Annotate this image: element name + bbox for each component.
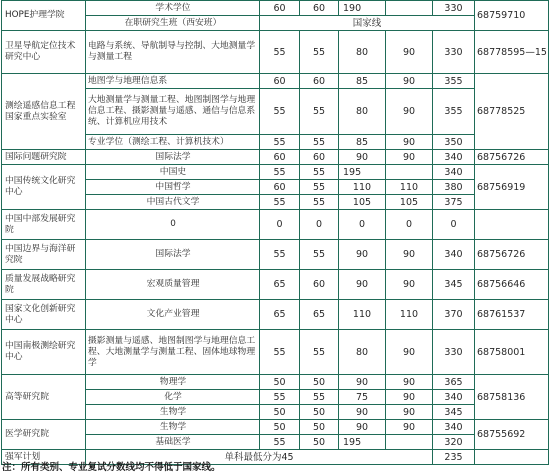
table-cell: 55	[260, 135, 300, 150]
table-cell: 65	[300, 300, 339, 330]
table-row	[2, 150, 549, 165]
table-cell	[475, 450, 549, 465]
table-cell: 330	[433, 31, 475, 74]
table-cell: 0	[300, 210, 339, 240]
score-table	[1, 0, 549, 465]
table-cell: 中国边界与海洋研究院	[2, 240, 86, 270]
table-cell: 90	[339, 375, 386, 390]
table-cell: 中国中部发展研究院	[2, 210, 86, 240]
table-cell: 国际法学	[86, 150, 260, 165]
table-cell: 60	[300, 270, 339, 300]
table-cell: 地图学与地理信息系	[86, 74, 260, 89]
table-cell: 235	[433, 450, 475, 465]
table-cell: 340	[433, 420, 475, 435]
table-cell: 中国哲学	[86, 180, 260, 195]
table-cell: 90	[386, 420, 433, 435]
table-cell: 320	[433, 435, 475, 450]
table-cell: 强军计划	[2, 450, 86, 465]
table-cell: 105	[339, 195, 386, 210]
table-cell: 50	[260, 420, 300, 435]
table-cell: 50	[260, 375, 300, 390]
table-cell: 0	[339, 210, 386, 240]
table-cell: 90	[386, 375, 433, 390]
table-cell: 55	[300, 135, 339, 150]
table-cell: 365	[433, 375, 475, 390]
table-cell: 国家线	[260, 16, 475, 31]
table-cell: 质量发展战略研究院	[2, 270, 86, 300]
table-cell: 55	[260, 240, 300, 270]
table-cell: 60	[300, 150, 339, 165]
table-row	[2, 375, 549, 390]
table-cell: 55	[300, 180, 339, 195]
table-cell: 68778525	[475, 74, 549, 150]
table-cell: 55	[300, 165, 339, 180]
table-cell: 105	[386, 195, 433, 210]
table-cell: 350	[433, 135, 475, 150]
table-cell: 55	[260, 165, 300, 180]
table-cell: 355	[433, 74, 475, 89]
table-cell: 90	[386, 74, 433, 89]
table-cell: 宏观质量管理	[86, 270, 260, 300]
table-row	[2, 300, 549, 330]
table-cell: 50	[300, 405, 339, 420]
table-cell: 生物学	[86, 405, 260, 420]
table-cell: 75	[339, 390, 386, 405]
table-cell: 0	[260, 210, 300, 240]
table-row	[2, 210, 549, 240]
table-cell: HOPE护理学院	[2, 1, 86, 31]
table-cell: 68759710	[475, 1, 549, 31]
table-cell: 90	[339, 420, 386, 435]
table-row	[2, 74, 549, 89]
table-cell: 55	[260, 390, 300, 405]
table-cell: 中国传统文化研究中心	[2, 165, 86, 210]
table-cell: 195	[339, 435, 386, 450]
table-cell: 68756919	[475, 165, 549, 210]
table-cell: 60	[300, 74, 339, 89]
table-cell: 90	[339, 270, 386, 300]
table-cell: 345	[433, 405, 475, 420]
table-cell: 110	[339, 300, 386, 330]
table-cell: 110	[339, 180, 386, 195]
table-cell: 65	[260, 270, 300, 300]
table-cell: 90	[386, 390, 433, 405]
table-cell: 摄影测量与遥感、地图制图学与地理信息工程、大地测量学与测量工程、固体地球物理学	[86, 330, 260, 375]
table-cell: 68778595—15	[475, 31, 549, 74]
table-cell: 中国古代文学	[86, 195, 260, 210]
table-cell: 物理学	[86, 375, 260, 390]
table-cell: 基础医学	[86, 435, 260, 450]
table-cell: 55	[260, 31, 300, 74]
table-cell: 68761537	[475, 300, 549, 330]
table-cell: 60	[260, 180, 300, 195]
table-cell: 55	[260, 195, 300, 210]
table-cell: 55	[260, 330, 300, 375]
table-cell: 医学研究院	[2, 420, 86, 450]
table-cell: 80	[339, 31, 386, 74]
table-cell: 340	[433, 165, 475, 180]
table-cell: 60	[260, 1, 300, 16]
table-cell: 国家文化创新研究中心	[2, 300, 86, 330]
table-cell: 中国史	[86, 165, 260, 180]
table-cell: 化学	[86, 390, 260, 405]
table-cell: 测绘遥感信息工程国家重点实验室	[2, 74, 86, 150]
table-cell: 0	[433, 210, 475, 240]
table-cell: 55	[260, 435, 300, 450]
table-cell: 0	[386, 210, 433, 240]
table-cell: 80	[339, 89, 386, 135]
table-cell	[386, 435, 433, 450]
table-cell: 55	[300, 31, 339, 74]
table-cell: 90	[339, 240, 386, 270]
table-cell: 110	[386, 180, 433, 195]
table-cell: 0	[86, 210, 260, 240]
table-cell: 345	[433, 270, 475, 300]
table-cell: 学术学位	[86, 1, 260, 16]
table-cell: 85	[339, 74, 386, 89]
table-cell: 国际法学	[86, 240, 260, 270]
table-cell: 340	[433, 150, 475, 165]
table-cell: 375	[433, 195, 475, 210]
table-cell: 卫星导航定位技术研究中心	[2, 31, 86, 74]
table-cell: 68758001	[475, 330, 549, 375]
table-cell	[386, 165, 433, 180]
table-cell: 380	[433, 180, 475, 195]
table-cell: 90	[386, 31, 433, 74]
table-cell: 68758136	[475, 375, 549, 420]
table-cell: 90	[386, 135, 433, 150]
table-row	[2, 1, 549, 16]
table-cell: 90	[386, 89, 433, 135]
table-cell: 60	[260, 150, 300, 165]
table-cell: 单科最低分为45	[86, 450, 433, 465]
table-cell: 90	[386, 270, 433, 300]
table-row	[2, 420, 549, 435]
table-row	[2, 240, 549, 270]
table-cell: 370	[433, 300, 475, 330]
table-row	[2, 31, 549, 74]
table-cell: 电路与系统、导航制导与控制、大地测量学与测量工程	[86, 31, 260, 74]
table-cell: 195	[339, 165, 386, 180]
table-cell: 68756726	[475, 150, 549, 165]
table-cell: 55	[300, 390, 339, 405]
table-cell: 50	[300, 375, 339, 390]
table-cell: 60	[260, 74, 300, 89]
table-cell: 68756726	[475, 240, 549, 270]
table-cell: 90	[386, 150, 433, 165]
table-cell: 50	[300, 420, 339, 435]
table-row	[2, 165, 549, 180]
table-cell: 55	[300, 240, 339, 270]
table-cell: 355	[433, 89, 475, 135]
table-cell: 55	[300, 195, 339, 210]
table-cell: 生物学	[86, 420, 260, 435]
table-row	[2, 270, 549, 300]
table-cell: 国际问题研究院	[2, 150, 86, 165]
table-cell: 文化产业管理	[86, 300, 260, 330]
table-cell: 50	[300, 435, 339, 450]
footnote: 注：所有类别、专业复试分数线均不得低于国家线。	[2, 462, 221, 473]
table-cell: 330	[433, 1, 475, 16]
table-cell: 高等研究院	[2, 375, 86, 420]
table-cell: 专业学位（测绘工程、计算机技术）	[86, 135, 260, 150]
table-cell: 85	[339, 135, 386, 150]
table-cell: 68755692	[475, 420, 549, 450]
table-cell: 68756646	[475, 270, 549, 300]
table-cell: 中国南极测绘研究中心	[2, 330, 86, 375]
table-cell: 90	[339, 150, 386, 165]
table-cell: 90	[339, 405, 386, 420]
table-cell: 90	[386, 240, 433, 270]
table-cell: 330	[433, 330, 475, 375]
table-cell: 大地测量学与测量工程、地图制图学与地理信息工程、摄影测量与遥感、通信与信息系统、计算机应用技术	[86, 89, 260, 135]
table-cell: 340	[433, 240, 475, 270]
table-cell: 60	[300, 1, 339, 16]
table-cell: 55	[300, 330, 339, 375]
table-cell: 50	[260, 405, 300, 420]
table-cell: 190	[339, 1, 386, 16]
table-cell: 90	[386, 405, 433, 420]
table-cell: 55	[260, 89, 300, 135]
table-cell: 55	[300, 89, 339, 135]
table-cell: 65	[260, 300, 300, 330]
table-cell: 80	[339, 330, 386, 375]
table-cell	[475, 210, 549, 240]
score-table-body	[2, 1, 549, 465]
table-cell: 340	[433, 390, 475, 405]
table-cell: 110	[386, 300, 433, 330]
table-cell: 90	[386, 330, 433, 375]
table-row	[2, 330, 549, 375]
table-cell	[386, 1, 433, 16]
table-cell: 在职研究生班（西安班）	[86, 16, 260, 31]
